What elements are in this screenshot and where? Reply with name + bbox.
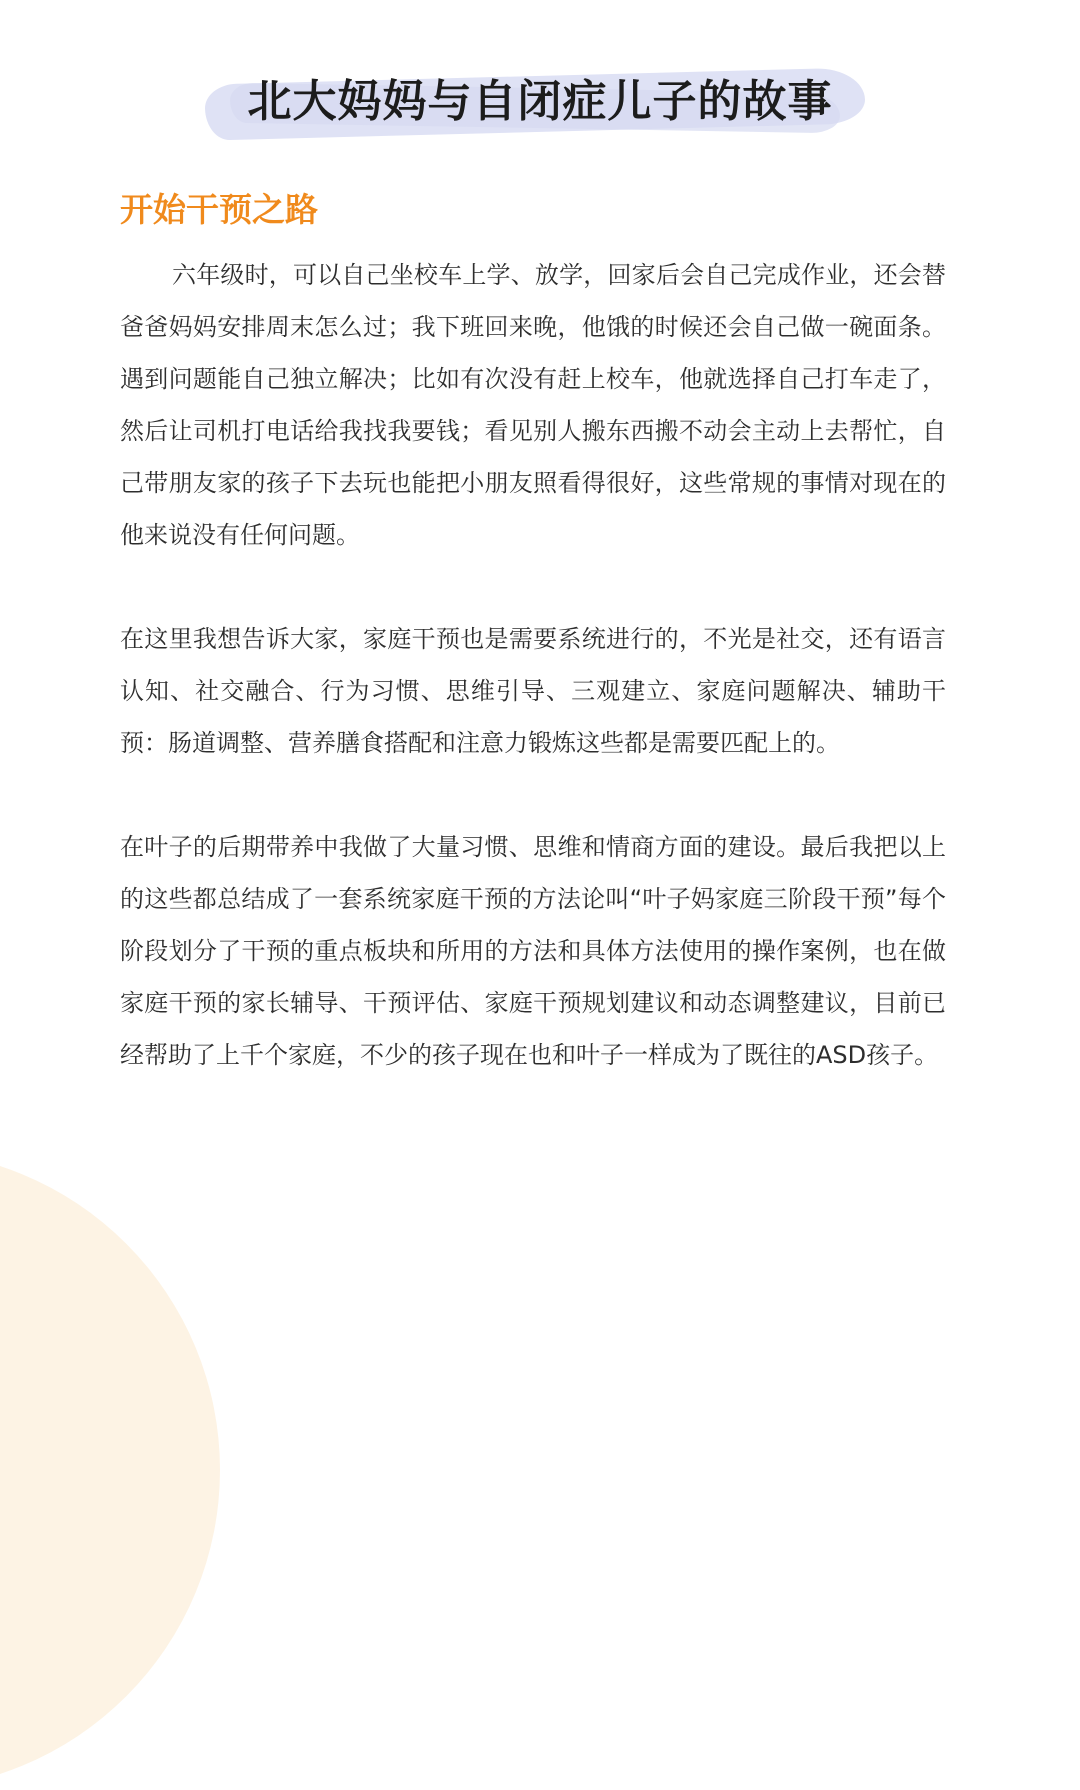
paragraph-1: 六年级时，可以自己坐校车上学、放学，回家后会自己完成作业，还会替爸爸妈妈安排周末怎么过；我下班回来晚，他饿的时候还会自己做一碗面条。遇到问题能自己独立解决；比如有次没有赶上校车，他就选择自己打车走了，然后让司机打电话给我找我要钱；看见别人搬东西搬不动会主动上去帮忙，自己带朋友家的孩子下去玩也能把小朋友照看得很好，这些常规的事情对现在的他来说没有任何问题。 <box>120 261 946 549</box>
page-title: 北大妈妈与自闭症儿子的故事 <box>247 76 833 127</box>
article-body <box>120 249 946 1081</box>
paragraph-2: 在这里我想告诉大家，家庭干预也是需要系统进行的，不光是社交，还有语言认知、社交融合、行为习惯、思维引导、三观建立、家庭问题解决、辅助干预：肠道调整、营养膳食搭配和注意力锻炼这些都是需要匹配上的。 <box>120 625 946 757</box>
paragraph-3: 在叶子的后期带养中我做了大量习惯、思维和情商方面的建设。最后我把以上的这些都总结成了一套系统家庭干预的方法论叫“叶子妈家庭三阶段干预”每个阶段划分了干预的重点板块和所用的方法和具体方法使用的操作案例，也在做家庭干预的家长辅导、干预评估、家庭干预规划建议和动态调整建议，目前已经帮助了上千个家庭，不少的孩子现在也和叶子一样成为了既往的ASD孩子。 <box>120 833 946 1069</box>
corner-decoration <box>0 1150 220 1790</box>
title-banner <box>0 62 1080 142</box>
section-heading: 开始干预之路 <box>120 190 318 229</box>
